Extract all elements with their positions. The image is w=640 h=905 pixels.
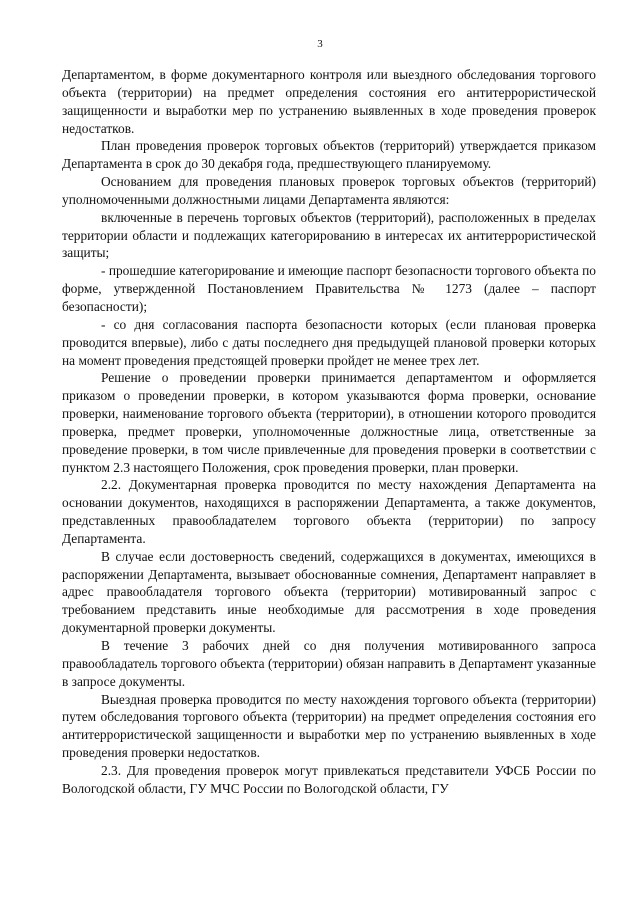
paragraph: 2.2. Документарная проверка проводится по месту нахождения Департамента на основании документов, находящихся в распоряжении Департамента, а также документов, представленных правообладателем торгового объекта (территории) по запросу Департамента. [62,477,596,546]
paragraph: включенные в перечень торговых объектов (территорий), расположенных в пределах территории области и подлежащих категорированию в интересах их антитеррористической защиты; [62,209,596,261]
paragraph: В течение 3 рабочих дней со дня получения мотивированного запроса правообладатель торгового объекта (территории) обязан направить в Департамент указанные в запросе документы. [62,638,596,689]
paragraph: В случае если достоверность сведений, содержащихся в документах, имеющихся в распоряжении Департамента, вызывает обоснованные сомнения, Департамент направляет в адрес правообладателя торгового объекта (территории) мотивированный запрос с требованием представить иные необходимые для рассмотрения в ходе проведения документарной проверки документы. [62,548,596,636]
paragraph: Департаментом, в форме документарного контроля или выездного обследования торгового объекта (территории) на предмет определения состояния его антитеррористической защищенности и выработки мер по устранению выявленных в ходе проведения проверок недостатков. [62,67,596,136]
paragraph: 2.3. Для проведения проверок могут привлекаться представители УФСБ России по Вологодской области, ГУ МЧС России по Вологодской области, ГУ [62,762,596,796]
paragraph: Выездная проверка проводится по месту нахождения торгового объекта (территории) путем обследования торгового объекта (территории) на предмет определения состояния его антитеррористической защищенности и выработки мер по устранению выявленных в ходе проведения проверки недостатков. [62,691,596,761]
paragraph: План проведения проверок торговых объектов (территорий) утверждается приказом Департамента в срок до 30 декабря года, предшествующего планируемому. [62,138,596,172]
paragraph: - со дня согласования паспорта безопасности которых (если плановая проверка проводится впервые), либо с даты последнего дня предыдущей плановой проверки которых на момент проведения предстоящей проверки пройдет не менее трех лет. [62,316,596,368]
paragraph: Решение о проведении проверки принимается департаментом и оформляется приказом о проведении проверки, в котором указываются форма проверки, основание проверки, наименование торгового объекта (территории), в отношении которого проводится проверка, предмет проверки, уполномоченные должностные лица, ответственные за проведение проверки, в том числе привлеченные для проведения проверки в соответствии с пунктом 2.3 настоящего Положения, срок проведения проверки, план проверки. [62,370,596,475]
paragraph: - прошедшие категорирование и имеющие паспорт безопасности торгового объекта по форме, утвержденной Постановлением Правительства № 1273 (далее – паспорт безопасности); [62,263,596,314]
paragraph: Основанием для проведения плановых проверок торговых объектов (территорий) уполномоченными должностными лицами Департамента являются: [62,174,596,207]
document-body [62,66,596,798]
page-number: 3 [317,38,323,50]
